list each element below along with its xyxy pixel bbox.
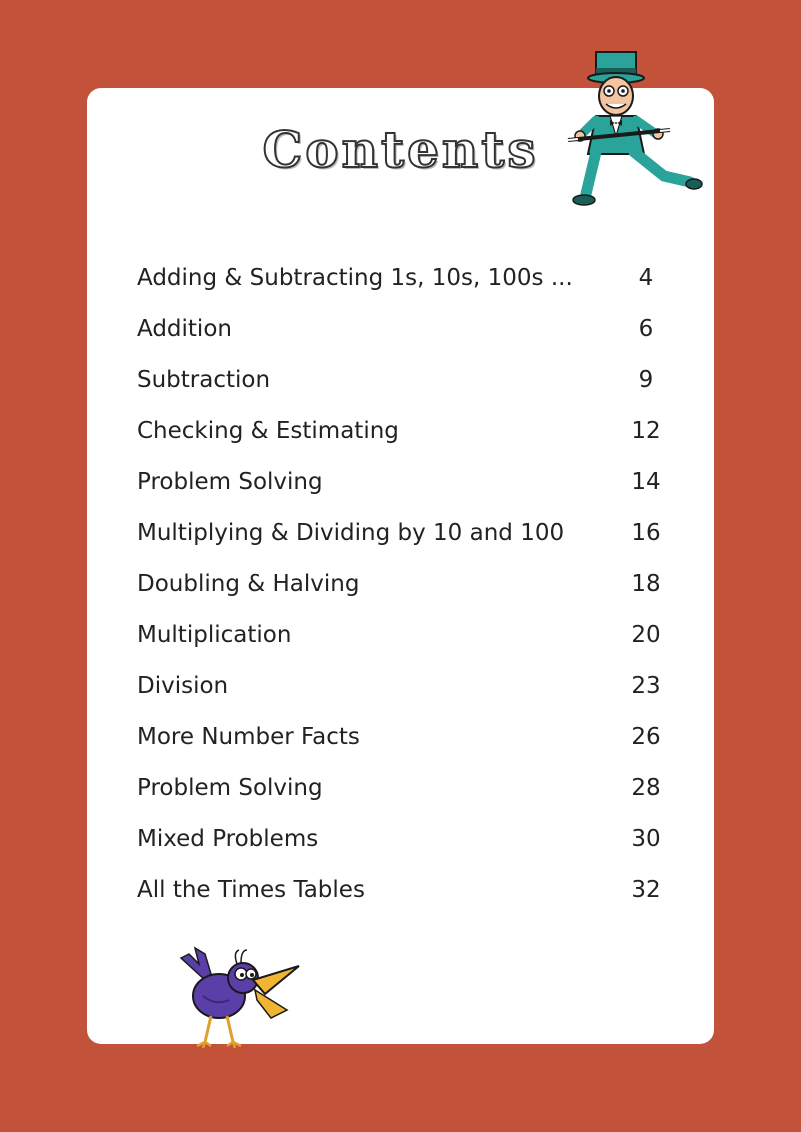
contents-entry[interactable]: [137, 762, 667, 813]
page-title: Contents: [262, 120, 539, 179]
entry-page-number: 20: [631, 621, 661, 648]
contents-entry[interactable]: [137, 711, 667, 762]
entry-title: Doubling & Halving: [137, 570, 360, 597]
contents-entry[interactable]: [137, 558, 667, 609]
entry-page-number: 30: [631, 825, 661, 852]
entry-page-number: 18: [631, 570, 661, 597]
entry-title: Addition: [137, 315, 232, 342]
entry-page-number: 6: [638, 315, 654, 342]
entry-title: Mixed Problems: [137, 825, 319, 852]
contents-entry[interactable]: [137, 354, 667, 405]
entry-page-number: 4: [638, 264, 654, 291]
contents-entry[interactable]: [137, 507, 667, 558]
contents-entry[interactable]: [137, 864, 667, 915]
entry-title: Problem Solving: [137, 468, 323, 495]
entry-title: Problem Solving: [137, 774, 323, 801]
entry-page-number: 9: [638, 366, 654, 393]
contents-entry[interactable]: [137, 303, 667, 354]
contents-entry[interactable]: [137, 405, 667, 456]
entry-title: More Number Facts: [137, 723, 360, 750]
bird-illustration: [175, 940, 305, 1052]
entry-title: Division: [137, 672, 229, 699]
entry-page-number: 28: [631, 774, 661, 801]
entry-title: Subtraction: [137, 366, 271, 393]
entry-page-number: 23: [631, 672, 661, 699]
contents-list: [137, 252, 667, 915]
magician-illustration: [560, 44, 705, 214]
entry-title: Adding & Subtracting 1s, 10s, 100s ...: [137, 264, 573, 291]
contents-entry[interactable]: [137, 813, 667, 864]
contents-entry[interactable]: [137, 609, 667, 660]
entry-page-number: 14: [631, 468, 661, 495]
entry-page-number: 16: [631, 519, 661, 546]
entry-title: Multiplying & Dividing by 10 and 100: [137, 519, 565, 546]
contents-entry[interactable]: [137, 660, 667, 711]
contents-entry[interactable]: [137, 252, 667, 303]
entry-page-number: 12: [631, 417, 661, 444]
entry-title: All the Times Tables: [137, 876, 365, 903]
contents-entry[interactable]: [137, 456, 667, 507]
entry-title: Checking & Estimating: [137, 417, 399, 444]
entry-page-number: 26: [631, 723, 661, 750]
entry-title: Multiplication: [137, 621, 292, 648]
entry-page-number: 32: [631, 876, 661, 903]
